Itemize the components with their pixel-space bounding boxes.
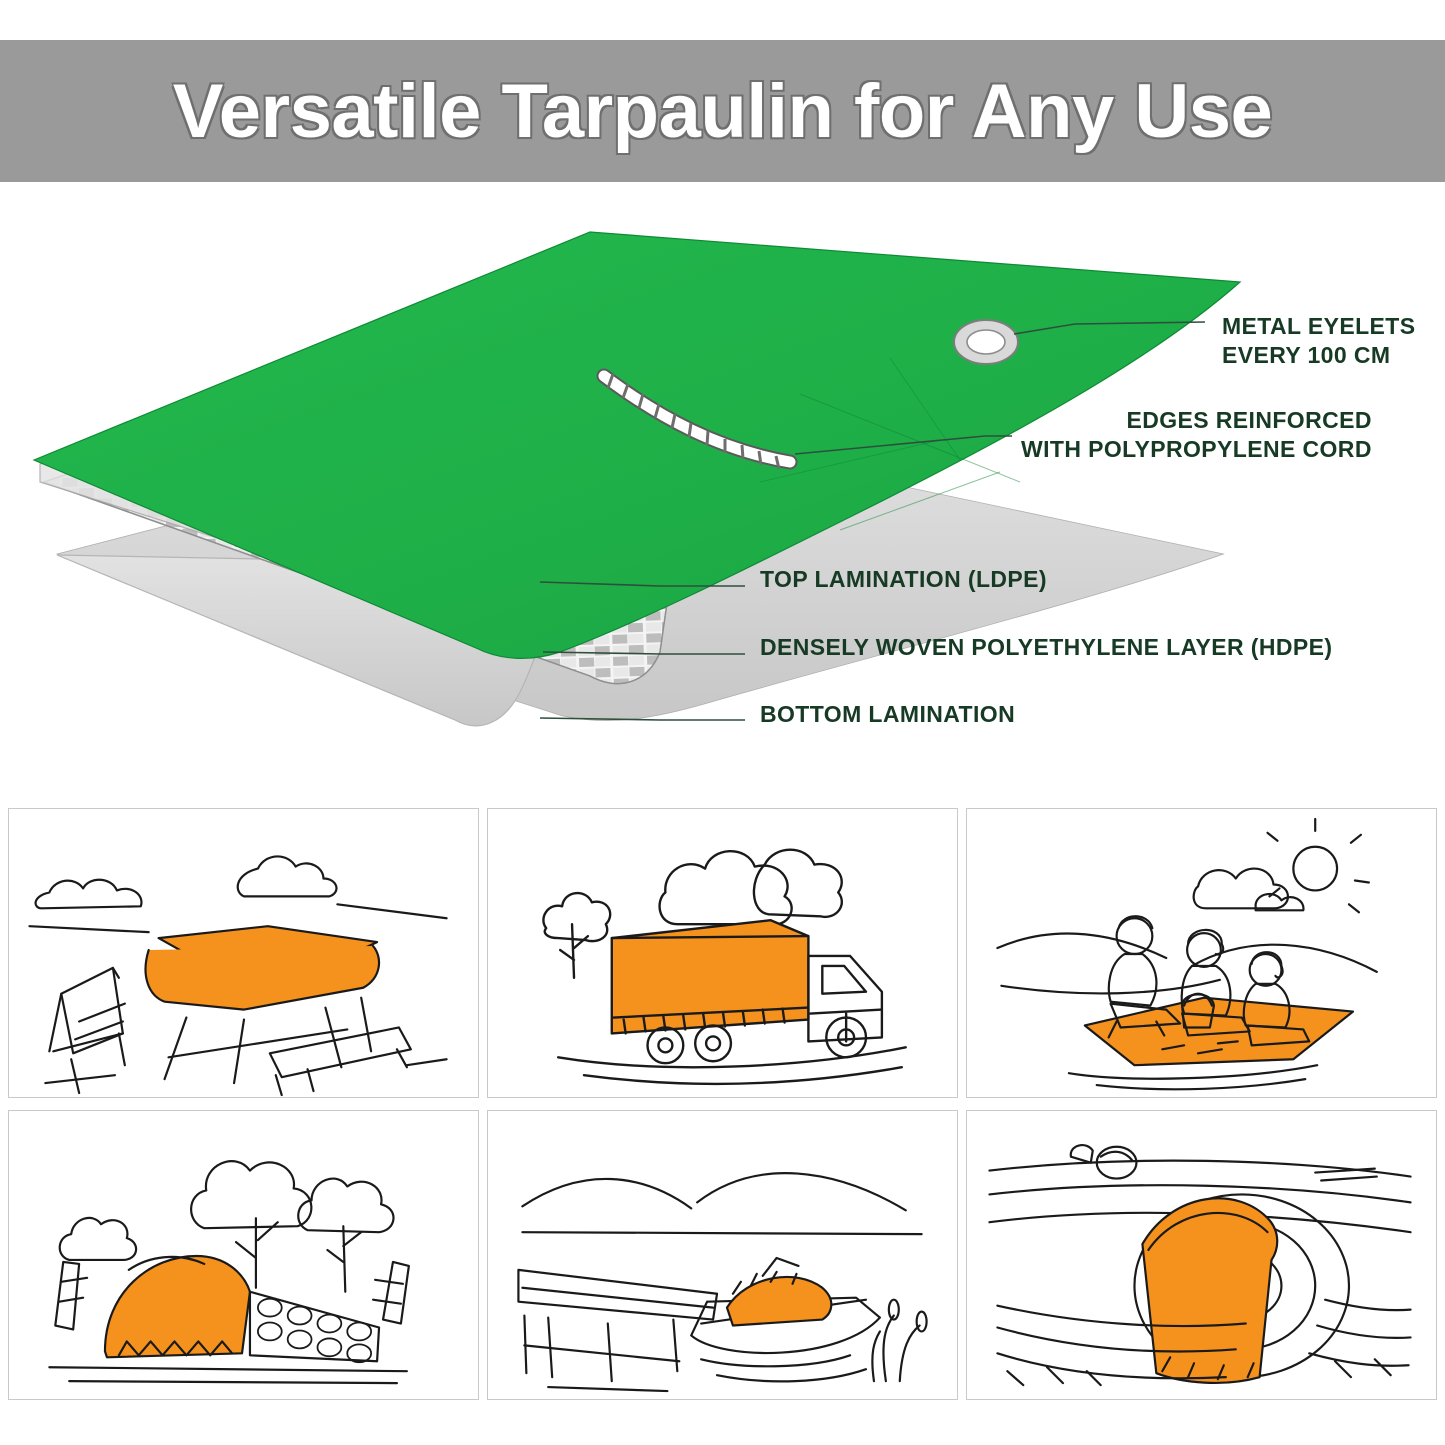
page-title: Versatile Tarpaulin for Any Use: [172, 68, 1273, 154]
callout-metal-eyelets: [1222, 312, 1415, 371]
garden-furniture-icon: [9, 809, 478, 1097]
firewood-stack-icon: [9, 1111, 478, 1399]
hay-bale-icon: [967, 1111, 1436, 1399]
tarp-cutaway-illustration: [0, 182, 1445, 792]
boat-cover-icon: [488, 1111, 957, 1399]
callout-edges-reinforced-line2: WITH POLYPROPYLENE CORD: [1021, 436, 1372, 463]
use-case-card-firewood-stack: [8, 1110, 479, 1400]
picnic-blanket-icon: [967, 809, 1436, 1097]
callout-bottom-lamination: BOTTOM LAMINATION: [760, 701, 1016, 727]
callout-edges-reinforced-line1: EDGES REINFORCED: [1126, 407, 1372, 433]
callout-top-lamination: TOP LAMINATION (LDPE): [760, 566, 1047, 592]
tarpaulin-diagram: [0, 182, 1445, 792]
use-case-card-hay-bale: [966, 1110, 1437, 1400]
header-banner: [0, 40, 1445, 182]
use-case-card-garden-furniture: [8, 808, 479, 1098]
use-case-card-truck-cover: [487, 808, 958, 1098]
use-case-grid: [8, 808, 1437, 1400]
callout-metal-eyelets-line1: METAL EYELETS: [1222, 313, 1416, 339]
callout-metal-eyelets-line2: EVERY 100 CM: [1222, 342, 1391, 369]
use-case-card-picnic-blanket: [966, 808, 1437, 1098]
truck-cover-icon: [488, 809, 957, 1097]
callout-woven-layer: DENSELY WOVEN POLYETHYLENE LAYER (HDPE): [760, 634, 1333, 660]
callout-edges-reinforced: [1021, 406, 1372, 465]
use-case-card-boat-cover: [487, 1110, 958, 1400]
metal-eyelet: [954, 320, 1018, 364]
